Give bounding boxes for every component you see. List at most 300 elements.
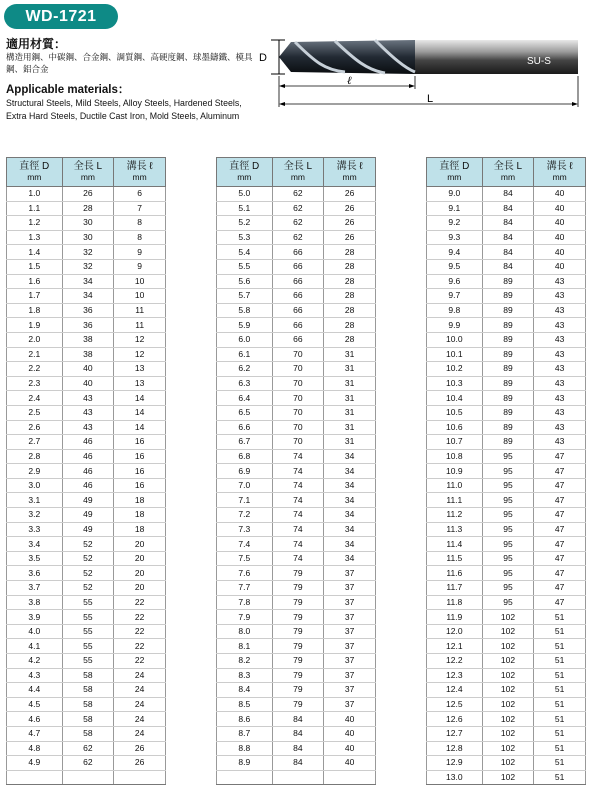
table-cell: 12 — [114, 332, 166, 347]
table-cell: 26 — [324, 201, 376, 216]
table-cell: 4.7 — [7, 726, 63, 741]
table-cell: 46 — [62, 464, 114, 479]
table-row — [7, 493, 166, 508]
table-cell: 22 — [114, 624, 166, 639]
table-cell: 58 — [62, 683, 114, 698]
table-row — [7, 478, 166, 493]
table-cell: 84 — [482, 187, 534, 202]
materials-zh-title: 適用材質： — [6, 37, 67, 51]
table-cell: 5.5 — [217, 259, 273, 274]
column-header-unit: mm — [27, 172, 42, 182]
table-cell: 47 — [534, 566, 586, 581]
table-cell: 58 — [62, 697, 114, 712]
table-cell: 6.8 — [217, 449, 273, 464]
column-header — [427, 158, 483, 187]
table-cell: 2.1 — [7, 347, 63, 362]
column-header-unit: mm — [342, 172, 357, 182]
table-cell: 43 — [534, 303, 586, 318]
table-row — [7, 624, 166, 639]
table-cell: 55 — [62, 610, 114, 625]
table-cell: 10.4 — [427, 391, 483, 406]
table-cell: 43 — [534, 420, 586, 435]
table-row — [7, 595, 166, 610]
table-row — [427, 230, 586, 245]
table-cell: 9.4 — [427, 245, 483, 260]
table-cell: 12.9 — [427, 756, 483, 771]
table-cell: 5.1 — [217, 201, 273, 216]
table-cell: 12 — [114, 347, 166, 362]
table-cell: 18 — [114, 508, 166, 523]
table-cell: 9 — [114, 259, 166, 274]
table-cell: 7.9 — [217, 610, 273, 625]
table-cell: 37 — [324, 624, 376, 639]
table-cell: 7.0 — [217, 478, 273, 493]
table-cell: 43 — [534, 274, 586, 289]
table-row — [217, 537, 376, 552]
table-cell: 6.5 — [217, 405, 273, 420]
table-cell: 26 — [114, 741, 166, 756]
table-cell: 40 — [324, 741, 376, 756]
table-cell: 55 — [62, 639, 114, 654]
table-cell: 55 — [62, 624, 114, 639]
table-cell: 8.6 — [217, 712, 273, 727]
table-row — [427, 756, 586, 771]
table-cell: 1.4 — [7, 245, 63, 260]
table-cell: 84 — [272, 712, 324, 727]
table-cell: 84 — [482, 230, 534, 245]
table-row — [217, 624, 376, 639]
column-header — [7, 158, 63, 187]
table-cell: 3.6 — [7, 566, 63, 581]
table-row — [7, 216, 166, 231]
table-row — [427, 537, 586, 552]
table-cell: 12.8 — [427, 741, 483, 756]
table-cell: 16 — [114, 449, 166, 464]
table-row — [427, 508, 586, 523]
table-cell: 79 — [272, 639, 324, 654]
table-cell: 40 — [534, 259, 586, 274]
table-cell: 47 — [534, 537, 586, 552]
table-cell: 26 — [114, 756, 166, 771]
table-row — [217, 391, 376, 406]
table-cell: 43 — [62, 391, 114, 406]
table-cell: 11.5 — [427, 551, 483, 566]
table-cell: 40 — [534, 245, 586, 260]
table-cell: 5.8 — [217, 303, 273, 318]
table-cell: 13 — [114, 362, 166, 377]
table-cell: 24 — [114, 726, 166, 741]
table-cell: 31 — [324, 362, 376, 377]
table-cell: 51 — [534, 624, 586, 639]
table-cell: 102 — [482, 668, 534, 683]
table-cell: 11.7 — [427, 581, 483, 596]
table-cell: 51 — [534, 683, 586, 698]
table-cell: 9.3 — [427, 230, 483, 245]
table-cell: 7 — [114, 201, 166, 216]
table-row — [217, 610, 376, 625]
table-cell: 89 — [482, 376, 534, 391]
table-row — [7, 610, 166, 625]
table-cell: 12.0 — [427, 624, 483, 639]
table-cell: 6.4 — [217, 391, 273, 406]
table-row — [7, 639, 166, 654]
table-cell: 66 — [272, 303, 324, 318]
table-cell: 9.8 — [427, 303, 483, 318]
column-header — [114, 158, 166, 187]
table-row — [427, 303, 586, 318]
table-cell: 40 — [534, 201, 586, 216]
table-cell: 3.8 — [7, 595, 63, 610]
table-row — [217, 274, 376, 289]
table-cell: 1.9 — [7, 318, 63, 333]
table-cell: 34 — [324, 493, 376, 508]
table-cell: 13 — [114, 376, 166, 391]
column-header-name: 直徑 D — [439, 161, 470, 172]
table-row — [427, 391, 586, 406]
table-cell: 7.4 — [217, 537, 273, 552]
table-cell: 70 — [272, 391, 324, 406]
table-cell: 9.6 — [427, 274, 483, 289]
table-cell: 2.5 — [7, 405, 63, 420]
table-cell: 28 — [324, 245, 376, 260]
table-cell: 43 — [534, 362, 586, 377]
column-header — [482, 158, 534, 187]
table-cell: 89 — [482, 405, 534, 420]
table-cell: 79 — [272, 581, 324, 596]
table-cell: 11.6 — [427, 566, 483, 581]
table-row — [7, 449, 166, 464]
table-row — [427, 639, 586, 654]
table-cell: 102 — [482, 654, 534, 669]
table-cell: 70 — [272, 347, 324, 362]
table-cell: 79 — [272, 610, 324, 625]
table-row — [217, 405, 376, 420]
table-cell: 79 — [272, 624, 324, 639]
table-cell: 62 — [272, 187, 324, 202]
table-row — [217, 654, 376, 669]
table-cell: 66 — [272, 245, 324, 260]
table-cell: 95 — [482, 449, 534, 464]
table-row — [427, 654, 586, 669]
table-cell: 36 — [62, 318, 114, 333]
table-cell: 89 — [482, 435, 534, 450]
table-row — [217, 478, 376, 493]
table-cell: 102 — [482, 726, 534, 741]
table-cell: 95 — [482, 581, 534, 596]
table-cell: 10 — [114, 289, 166, 304]
table-cell: 31 — [324, 435, 376, 450]
table-row — [427, 347, 586, 362]
column-header-unit: mm — [132, 172, 147, 182]
column-header — [534, 158, 586, 187]
table-cell: 43 — [534, 289, 586, 304]
table-cell: 40 — [534, 187, 586, 202]
table-row — [7, 770, 166, 785]
table-cell: 46 — [62, 435, 114, 450]
table-cell: 95 — [482, 464, 534, 479]
table-cell: 52 — [62, 566, 114, 581]
table-row — [7, 332, 166, 347]
table-row — [7, 668, 166, 683]
table-cell: 47 — [534, 464, 586, 479]
table-cell: 2.0 — [7, 332, 63, 347]
table-cell: 3.3 — [7, 522, 63, 537]
table-row — [7, 697, 166, 712]
table-cell: 55 — [62, 654, 114, 669]
table-row — [217, 697, 376, 712]
table-cell: 47 — [534, 508, 586, 523]
table-cell: 4.6 — [7, 712, 63, 727]
table-cell: 3.9 — [7, 610, 63, 625]
table-cell: 32 — [62, 245, 114, 260]
table-row — [7, 259, 166, 274]
column-header-name: 全長 L — [493, 161, 523, 172]
table-cell: 8.9 — [217, 756, 273, 771]
table-cell: 24 — [114, 668, 166, 683]
table-cell: 70 — [272, 362, 324, 377]
table-cell: 6.3 — [217, 376, 273, 391]
table-row — [217, 332, 376, 347]
table-cell: 1.7 — [7, 289, 63, 304]
table-cell: 6.6 — [217, 420, 273, 435]
table-cell: 43 — [534, 332, 586, 347]
table-cell: 9.9 — [427, 318, 483, 333]
table-cell: 40 — [324, 756, 376, 771]
table-cell: 14 — [114, 420, 166, 435]
table-cell: 40 — [534, 230, 586, 245]
table-cell: 6.1 — [217, 347, 273, 362]
table-cell: 12.3 — [427, 668, 483, 683]
table-cell: 102 — [482, 624, 534, 639]
table-cell: 38 — [62, 347, 114, 362]
table-cell: 22 — [114, 610, 166, 625]
table-row — [427, 683, 586, 698]
table-cell: 102 — [482, 770, 534, 785]
table-cell: 74 — [272, 537, 324, 552]
table-cell: 84 — [482, 259, 534, 274]
table-cell: 5.0 — [217, 187, 273, 202]
table-row — [7, 654, 166, 669]
table-cell: 9.5 — [427, 259, 483, 274]
table-cell: 51 — [534, 654, 586, 669]
table-cell: 22 — [114, 639, 166, 654]
table-cell: 37 — [324, 668, 376, 683]
table-row — [217, 303, 376, 318]
table-cell: 34 — [324, 551, 376, 566]
table-cell: 1.2 — [7, 216, 63, 231]
table-row — [7, 726, 166, 741]
table-row — [7, 289, 166, 304]
table-cell: 89 — [482, 391, 534, 406]
table-cell: 49 — [62, 508, 114, 523]
table-row — [217, 289, 376, 304]
table-cell: 102 — [482, 741, 534, 756]
table-cell: 5.2 — [217, 216, 273, 231]
table-row — [217, 508, 376, 523]
table-cell: 1.5 — [7, 259, 63, 274]
table-cell: 10.5 — [427, 405, 483, 420]
table-cell: 11.0 — [427, 478, 483, 493]
table-cell: 5.7 — [217, 289, 273, 304]
table-cell: 31 — [324, 420, 376, 435]
table-cell: 8.0 — [217, 624, 273, 639]
table-row — [7, 362, 166, 377]
table-cell: 7.7 — [217, 581, 273, 596]
table-cell: 8 — [114, 216, 166, 231]
table-row — [217, 522, 376, 537]
table-row — [7, 712, 166, 727]
table-cell: 6.0 — [217, 332, 273, 347]
table-cell: 40 — [62, 362, 114, 377]
table-cell: 14 — [114, 391, 166, 406]
table-cell: 102 — [482, 697, 534, 712]
drill-shank — [415, 40, 578, 74]
table-cell: 18 — [114, 522, 166, 537]
table-cell: 3.4 — [7, 537, 63, 552]
table-cell: 84 — [482, 216, 534, 231]
table-cell: 84 — [272, 756, 324, 771]
table-cell: 89 — [482, 362, 534, 377]
table-row — [217, 449, 376, 464]
table-cell: 8.7 — [217, 726, 273, 741]
table-cell: 79 — [272, 654, 324, 669]
table-cell: 20 — [114, 566, 166, 581]
table-cell: 62 — [62, 741, 114, 756]
table-cell: 22 — [114, 654, 166, 669]
table-cell: 31 — [324, 347, 376, 362]
table-cell: 3.0 — [7, 478, 63, 493]
table-cell: 10.3 — [427, 376, 483, 391]
table-cell: 24 — [114, 697, 166, 712]
table-cell: 34 — [62, 274, 114, 289]
table-cell: 102 — [482, 610, 534, 625]
table-cell: 37 — [324, 683, 376, 698]
table-cell: 4.9 — [7, 756, 63, 771]
table-row — [7, 522, 166, 537]
table-row — [427, 376, 586, 391]
table-row — [217, 347, 376, 362]
table-cell: 55 — [62, 595, 114, 610]
table-row — [427, 566, 586, 581]
table-cell: 2.3 — [7, 376, 63, 391]
column-header-unit: mm — [552, 172, 567, 182]
table-cell: 8.4 — [217, 683, 273, 698]
table-cell: 89 — [482, 332, 534, 347]
column-header — [272, 158, 324, 187]
table-cell: 34 — [324, 464, 376, 479]
table-cell: 26 — [324, 216, 376, 231]
table-cell: 70 — [272, 376, 324, 391]
table-cell: 8 — [114, 230, 166, 245]
size-table-2 — [216, 157, 376, 785]
table-cell: 10.1 — [427, 347, 483, 362]
table-cell: 40 — [62, 376, 114, 391]
table-cell: 20 — [114, 551, 166, 566]
table-cell: 51 — [534, 726, 586, 741]
table-row — [217, 639, 376, 654]
table-cell: 34 — [324, 522, 376, 537]
table-row — [7, 435, 166, 450]
table-cell: 47 — [534, 581, 586, 596]
materials-en-title: Applicable materials： — [6, 84, 130, 96]
table-cell: 74 — [272, 551, 324, 566]
table-row — [7, 683, 166, 698]
table-row — [7, 318, 166, 333]
table-cell: 28 — [324, 289, 376, 304]
table-cell: 7.2 — [217, 508, 273, 523]
table-cell: 43 — [534, 435, 586, 450]
table-cell: 7.8 — [217, 595, 273, 610]
table-cell: 102 — [482, 712, 534, 727]
table-cell: 10.6 — [427, 420, 483, 435]
table-row — [7, 187, 166, 202]
table-cell: 11.9 — [427, 610, 483, 625]
table-cell: 89 — [482, 318, 534, 333]
table-cell — [7, 770, 63, 785]
table-cell: 9.1 — [427, 201, 483, 216]
table-cell: 28 — [324, 332, 376, 347]
table-row — [7, 464, 166, 479]
table-cell: 4.1 — [7, 639, 63, 654]
table-cell: 10.7 — [427, 435, 483, 450]
table-cell: 89 — [482, 303, 534, 318]
table-row — [217, 756, 376, 771]
table-cell: 8.8 — [217, 741, 273, 756]
table-cell: 11.1 — [427, 493, 483, 508]
table-cell: 12.5 — [427, 697, 483, 712]
table-cell: 89 — [482, 347, 534, 362]
table-cell: 47 — [534, 551, 586, 566]
table-cell: 16 — [114, 478, 166, 493]
table-cell: 102 — [482, 639, 534, 654]
table-cell: 51 — [534, 712, 586, 727]
table-cell: 52 — [62, 551, 114, 566]
column-header-unit: mm — [80, 172, 95, 182]
table-cell: 95 — [482, 566, 534, 581]
table-row — [217, 187, 376, 202]
table-cell: 3.7 — [7, 581, 63, 596]
column-header — [324, 158, 376, 187]
table-row — [427, 420, 586, 435]
table-cell: 36 — [62, 303, 114, 318]
table-cell: 28 — [324, 303, 376, 318]
table-cell: 11.3 — [427, 522, 483, 537]
table-cell: 52 — [62, 537, 114, 552]
table-row — [217, 683, 376, 698]
table-row — [427, 478, 586, 493]
table-row — [427, 624, 586, 639]
table-cell: 24 — [114, 683, 166, 698]
size-table-3 — [426, 157, 586, 785]
table-cell: 51 — [534, 697, 586, 712]
table-row — [427, 332, 586, 347]
table-cell: 12.2 — [427, 654, 483, 669]
table-cell: 49 — [62, 493, 114, 508]
table-cell: 1.3 — [7, 230, 63, 245]
table-row — [427, 259, 586, 274]
column-header — [217, 158, 273, 187]
table-row — [427, 551, 586, 566]
table-cell: 34 — [324, 537, 376, 552]
table-cell: 34 — [324, 478, 376, 493]
table-row — [7, 581, 166, 596]
table-row — [427, 245, 586, 260]
table-cell: 46 — [62, 449, 114, 464]
table-cell: 11.8 — [427, 595, 483, 610]
table-cell: 5.4 — [217, 245, 273, 260]
dimension-flute-length-label: ℓ — [347, 74, 352, 87]
table-cell: 28 — [324, 274, 376, 289]
